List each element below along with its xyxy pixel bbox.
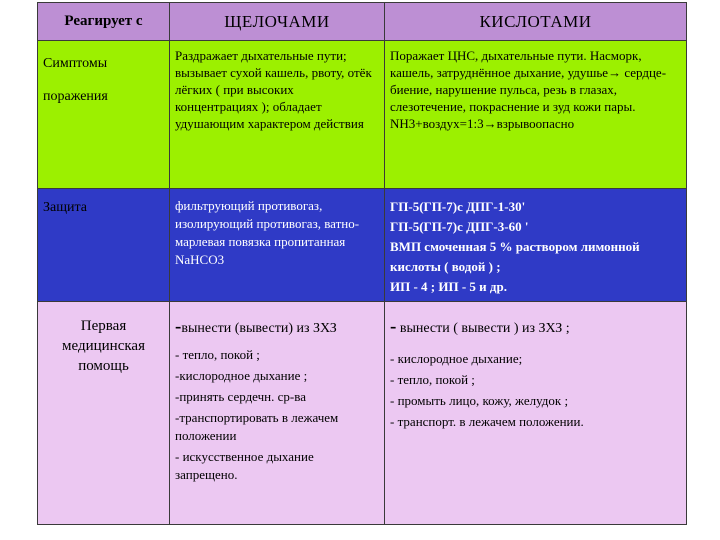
first-aid-acid-line: - тепло, покой ; [390, 372, 475, 387]
first-aid-acid-dash: - [390, 316, 397, 337]
header-row [38, 3, 687, 41]
symptoms-row [38, 41, 687, 189]
protection-label: Защита [38, 189, 170, 302]
protection-acid-line: ИП - 4 ; ИП - 5 и др. [390, 279, 507, 294]
comparison-table [37, 2, 687, 525]
protection-acid-line: ГП-5(ГП-7)с ДПГ-3-60 ' [390, 219, 529, 234]
first-aid-alkali-line: -кислородное дыхание ; [175, 368, 308, 383]
symptoms-alkali: Раздражает дыхательные пути; вызывает сухой кашель, рвоту, отёк лёгких ( при высоких концентрациях ); обладает удушающим характером действия [170, 41, 385, 189]
header-reacts-with: Реагирует с [38, 3, 170, 41]
first-aid-alkali-dash: - [175, 316, 182, 337]
protection-acid-line: ГП-5(ГП-7)с ДПГ-1-30' [390, 199, 526, 214]
first-aid-label [38, 302, 170, 525]
first-aid-label-line2: медицинская [62, 338, 145, 354]
symptoms-label-line2: поражения [43, 89, 108, 104]
first-aid-acid-line: - промыть лицо, кожу, желудок ; [390, 393, 569, 408]
first-aid-alkali [170, 302, 385, 525]
first-aid-acid-line: - транспорт. в лежачем положении. [390, 414, 584, 429]
first-aid-alkali-line: -принять сердечн. ср-ва [175, 389, 306, 404]
header-acid: КИСЛОТАМИ [385, 3, 687, 41]
first-aid-row [38, 302, 687, 525]
first-aid-acid-line: - кислородное дыхание; [390, 351, 523, 366]
first-aid-alkali-line: - тепло, покой ; [175, 347, 260, 362]
symptoms-acid-formula: NH3+воздух=1:3→взрывоопасно [390, 116, 575, 131]
first-aid-acid [385, 302, 687, 525]
first-aid-acid-first [390, 318, 681, 338]
first-aid-label-line1: Первая [80, 318, 127, 334]
first-aid-alkali-line: - искусственное дыхание запрещено. [175, 449, 314, 482]
protection-row [38, 189, 687, 302]
first-aid-alkali-first-text: вынести (вывести) из ЗХЗ [181, 321, 337, 336]
protection-acid-line: ВМП смоченная 5 % раствором лимонной кислоты ( водой ) ; [390, 239, 640, 274]
first-aid-alkali-line: -транспортировать в лежачем положении [175, 410, 339, 443]
symptoms-acid-text: Поражает ЦНС, дыхательные пути. Насморк, кашель, затруднённое дыхание, удушье→ сердце- биение, нарушение пульса, резь в глазах, слезотечение, покраснение и зуд кожи пары. [390, 48, 667, 114]
symptoms-acid [385, 41, 687, 189]
protection-acid [385, 189, 687, 302]
first-aid-label-line3: помощь [78, 358, 129, 374]
protection-alkali: фильтрующий противогаз, изолирующий противогаз, ватно-марлевая повязка пропитанная NaHCO3 [170, 189, 385, 302]
symptoms-label-line1: Симптомы [43, 56, 108, 71]
header-alkali: ЩЕЛОЧАМИ [170, 3, 385, 41]
first-aid-acid-first-text: вынести ( вывести ) из ЗХЗ ; [396, 321, 570, 336]
first-aid-alkali-first [175, 318, 379, 338]
symptoms-label [38, 41, 170, 189]
